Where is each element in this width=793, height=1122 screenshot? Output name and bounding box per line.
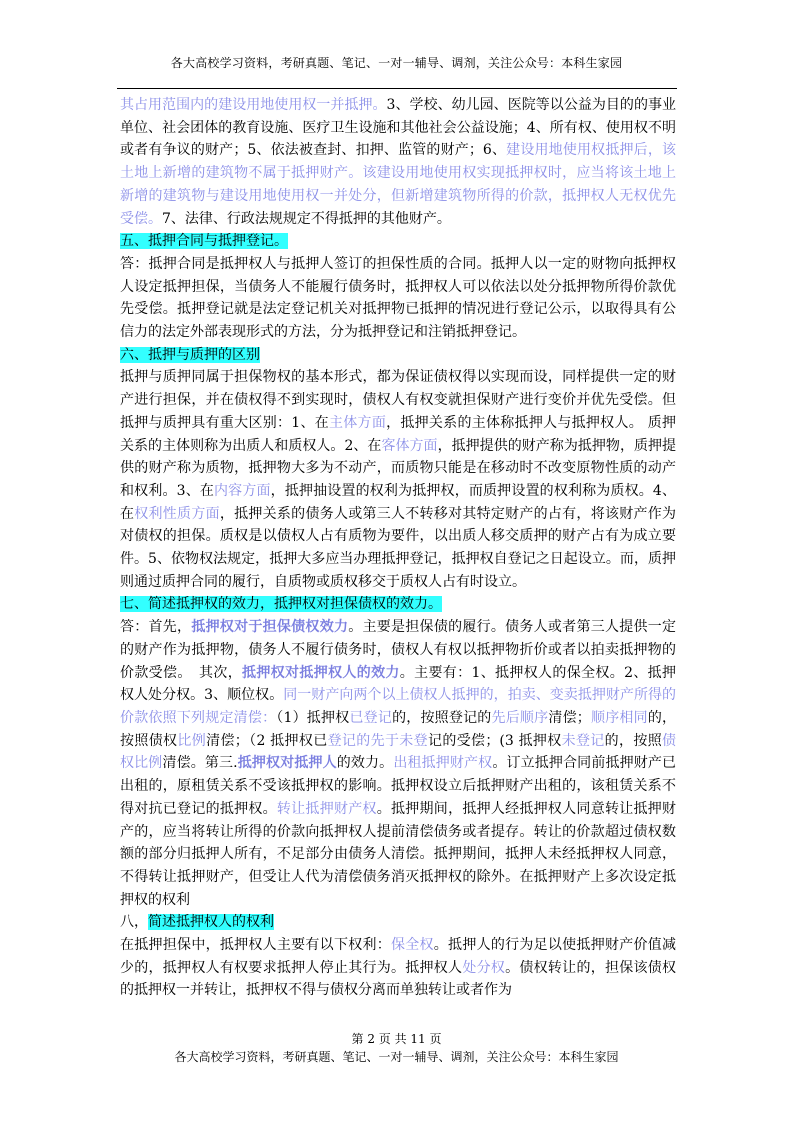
keyword: 顺序相同: [590, 709, 648, 726]
page-number: 第 2 页 共 11 页: [351, 1032, 442, 1046]
body-text: 7、法律、行政法规规定不得抵押的其他财产。: [162, 210, 451, 227]
page-header: 各大高校学习资料，考研真题、笔记、一对一辅导、调剂，关注公众号：本科生家园: [170, 56, 623, 70]
keyword: 权利性质方面: [134, 505, 220, 522]
highlighted-text: 建设用地使用权抵押后，该土地上新增的建筑物不属于抵押财产。该建设用地使用权实现抵押权时，应当将该土地上新增的建筑物与建设用地使用权一并处分，但新增建筑物所得的价款，抵押权人无权优先受偿。: [120, 142, 676, 227]
keyword: 抵押权对抵押人: [237, 755, 337, 772]
header-divider: [117, 88, 677, 89]
document-body: [120, 94, 676, 1002]
keyword: 处分权: [462, 959, 506, 976]
paragraph-mortgage-effect: 答：首先，抵押权对于担保债权效力。主要是担保债的履行。债务人或者第三人提供一定的财产作为抵押物，债务人不履行债务时，债权人有权以抵押物折价或者以拍卖抵押物的价款受偿。 其次，抵押权对抵押权人的效力。主要有：1、抵押权人的保全权。2、抵押权人处分权。3、顺位权。同一财产向两个以上债权人抵押的，拍卖、变卖抵押财产所得的价款依照下列规定清偿：（1）抵押权已登记的，按照登记的先后顺序清偿；顺序相同的，按照债权比例清偿；（2 抵押权已登记的先于未登记的受偿；(3 抵押权未登记的，按照债权比例清偿。第三.抵押权对抵押人的效力。出租抵押财产权。订立抵押合同前抵押财产已出租的，原租赁关系不受该抵押权的影响。抵押权设立后抵押财产出租的，该租赁关系不得对抗已登记的抵押权。转让抵押财产权。抵押期间，抵押人经抵押权人同意转让抵押财产的，应当将转让所得的价款向抵押权人提前清偿债务或者提存。转让的价款超过债权数额的部分归抵押人所有，不足部分由债务人清偿。抵押期间，抵押人未经抵押权人同意，不得转让抵押财产，但受让人代为清偿债务消灭抵押权的除外。在抵押财产上多次设定抵押权的权利: [120, 619, 677, 908]
keyword: 转让抵押财产权: [276, 800, 377, 817]
keyword: 同一财产向两个以上债权人抵押的，拍卖、变卖抵押财产所得的价款依照下列规定清偿：: [120, 687, 676, 726]
keyword: 主体方面: [329, 414, 387, 431]
keyword: 先后顺序: [491, 709, 549, 726]
keyword: 保全权: [391, 937, 434, 954]
paragraph-mortgagee-rights: 在抵押担保中，抵押权人主要有以下权利：保全权。抵押人的行为足以使抵押财产价值减少的，抵押权人有权要求抵押人停止其行为。抵押权人处分权。债权转让的，担保该债权的抵押权一并转让，抵押权不得与债权分离而单独转让或者作为: [120, 937, 677, 999]
keyword: 未登记: [561, 732, 605, 749]
keyword: 已登记: [349, 709, 393, 726]
keyword: 抵押权对于担保债权效力: [191, 619, 349, 636]
highlighted-text: 其占用范围内的建设用地使用权一并抵押。: [120, 97, 387, 113]
section-heading-8: 八，简述抵押权人的权利: [120, 914, 274, 931]
page-footer: 各大高校学习资料，考研真题、笔记、一对一辅导、调剂，关注公众号：本科生家园: [174, 1050, 619, 1064]
keyword: 比例: [177, 732, 207, 749]
keyword: 债权比例: [120, 732, 677, 772]
keyword: 登记的先于未登: [327, 732, 429, 749]
section-heading-5: 五、抵押合同与抵押登记。: [120, 233, 288, 250]
keyword: 内容方面: [214, 482, 271, 499]
body-text: 3、学校、幼儿园、医院等以公益为目的的事业单位、社会团体的教育设施、医疗卫生设施和其他社会公益设施；4、所有权、使用权不明或者有争议的财产；5、依法被查封、扣押、监管的财产；6、: [120, 97, 677, 159]
keyword: 抵押权对抵押权人的效力: [242, 664, 400, 681]
keyword: 出租抵押财产权: [393, 755, 493, 772]
section-heading-7: 七、简述抵押权的效力，抵押权对担保债权的效力。: [120, 596, 442, 613]
paragraph-prohibited-property: [120, 94, 676, 230]
paragraph-contract-registration: 答：抵押合同是抵押权人与抵押人签订的担保性质的合同。抵押人以一定的财物向抵押权人设定抵押担保，当债务人不能履行债务时，抵押权人可以依法以处分抵押物所得价款优先受偿。抵押登记就是法定登记机关对抵押物已抵押的情况进行登记公示，以取得具有公信力的法定外部表现形式的方法，分为抵押登记和注销抵押登记。: [120, 255, 676, 341]
keyword: 客体方面: [381, 437, 438, 454]
paragraph-mortgage-vs-pledge: 抵押与质押同属于担保物权的基本形式，都为保证债权得以实现而设，同样提供一定的财产进行担保，并在债权得不到实现时，债权人有权变就担保财产进行变价并优先受偿。但抵押与质押具有重大区别：1、在主体方面，抵押关系的主体称抵押人与抵押权人。 质押关系的主体则称为出质人和质权人。2、在客体方面，抵押提供的财产称为抵押物，质押提供的财产称为质物，抵押物大多为不动产，而质物只能是在移动时不改变原物性质的动产和权利。3、在内容方面，抵押抽设置的权利为抵押权，而质押设置的权利称为质权。4、在权利性质方面，抵押关系的债务人或第三人不转移对其特定财产的占有，将该财产作为对债权的担保。质权是以债权人占有质物为要件，以出质人移交质押的财产占有为成立要件。5、依物权法规定，抵押大多应当办理抵押登记，抵押权自登记之日起设立。而，质押则通过质押合同的履行，自质物或质权移交于质权人占有时设立。: [120, 369, 677, 590]
section-heading-6: 六、抵押与质押的区别: [120, 346, 260, 363]
